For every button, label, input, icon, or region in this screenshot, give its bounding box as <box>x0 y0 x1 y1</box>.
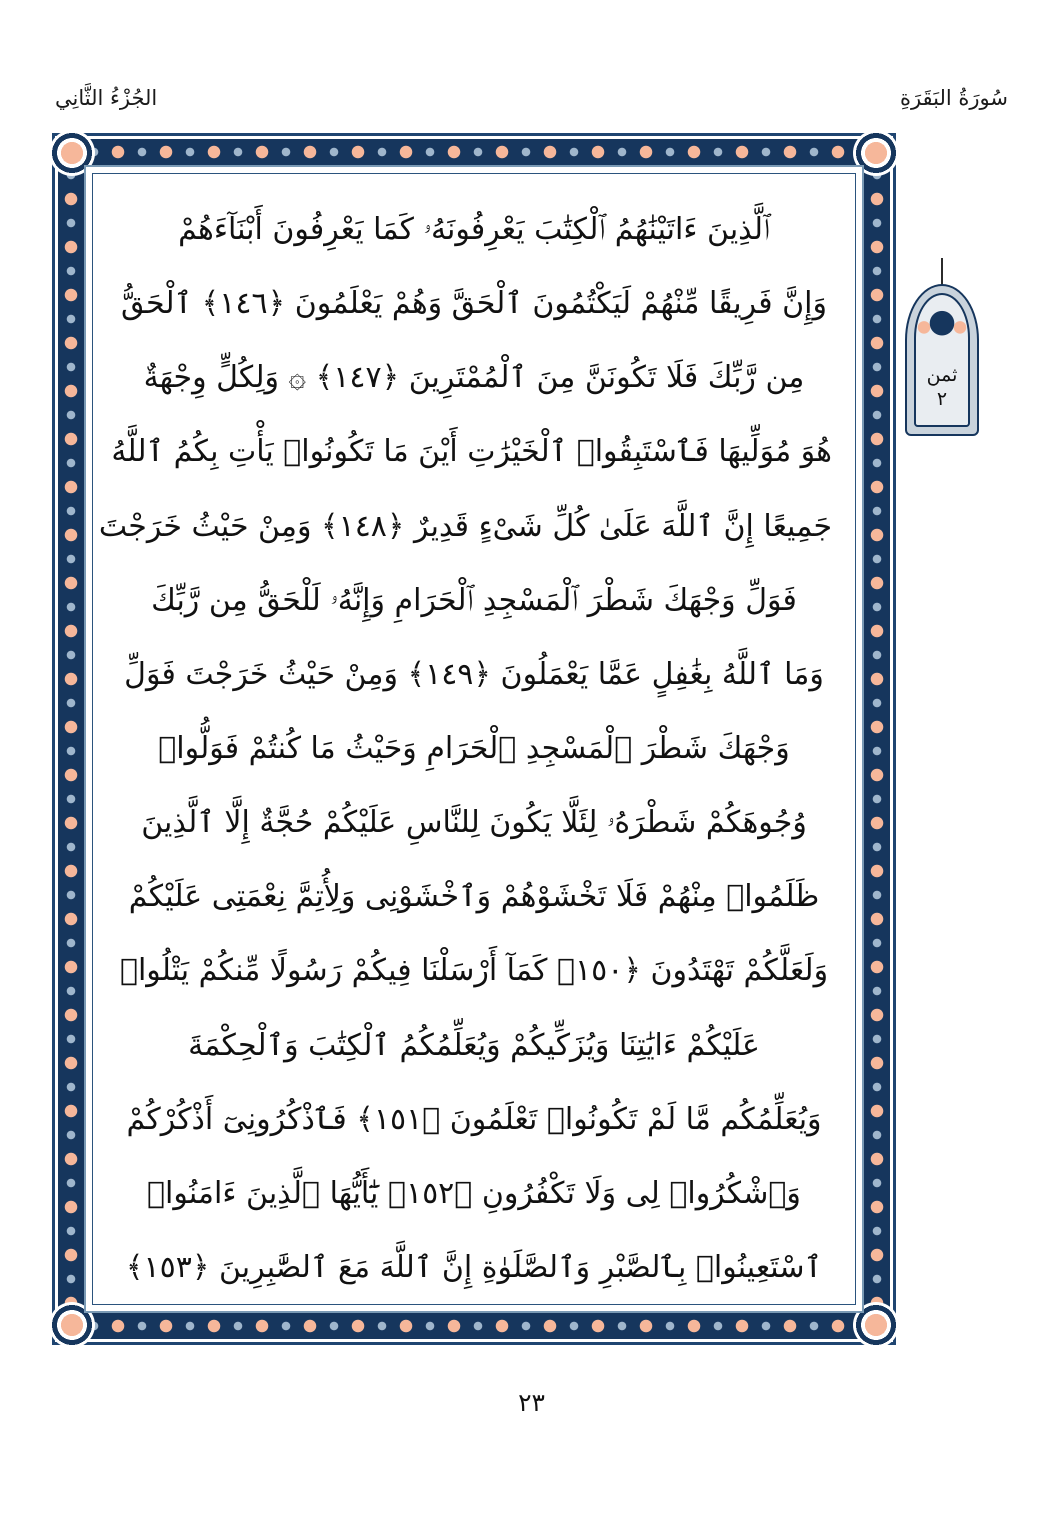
ornamental-frame <box>52 133 896 1345</box>
quran-line: وُجُوهَكُمْ شَطْرَهُۥ لِئَلَّا يَكُونَ لِلنَّاسِ عَلَيْكُمْ حُجَّةٌ إِلَّا ٱلَّذِينَ <box>141 805 807 841</box>
page-number: ٢٣ <box>518 1388 545 1417</box>
quran-line: ٱلَّذِينَ ءَاتَيْنَٰهُمُ ٱلْكِتَٰبَ يَعْرِفُونَهُۥ كَمَا يَعْرِفُونَ أَبْنَآءَهُمْ <box>178 212 770 247</box>
quran-line: وَإِنَّ فَرِيقًا مِّنْهُمْ لَيَكْتُمُونَ ٱلْحَقَّ وَهُمْ يَعْلَمُونَ ﴿١٤٦﴾ ٱلْحَقُّ <box>121 286 827 322</box>
juz-label: الجُزْءُ الثَّانِي <box>55 86 158 110</box>
thumn-dome <box>905 284 979 436</box>
quran-line: وَٱشْكُرُوا۟ لِى وَلَا تَكْفُرُونِ ﴿١٥٢﴾ يَٰٓأَيُّهَا ٱلَّذِينَ ءَامَنُوا۟ <box>147 1175 801 1211</box>
quran-line: مِن رَّبِّكَ فَلَا تَكُونَنَّ مِنَ ٱلْمُمْتَرِينَ ﴿١٤٧﴾ ۞ وَلِكُلٍّ وِجْهَةٌ <box>143 360 805 396</box>
quran-line: ٱسْتَعِينُوا۟ بِٱلصَّبْرِ وَٱلصَّلَوٰةِ إِنَّ ٱللَّهَ مَعَ ٱلصَّٰبِرِينَ ﴿١٥٣﴾ <box>125 1249 823 1285</box>
surah-label: سُورَةُ البَقَرَةِ <box>899 86 1008 110</box>
quran-line: وَجْهَكَ شَطْرَ ٱلْمَسْجِدِ ٱلْحَرَامِ وَحَيْثُ مَا كُنتُمْ فَوَلُّوا۟ <box>158 730 790 766</box>
thumn-word: ثمن <box>926 364 958 386</box>
thumn-ornament-icon <box>917 298 967 340</box>
inner-frame <box>84 165 864 1313</box>
thumn-number: ٢ <box>936 387 948 410</box>
quran-line: هُوَ مُوَلِّيهَا فَٱسْتَبِقُوا۟ ٱلْخَيْرَٰتِ أَيْنَ مَا تَكُونُوا۟ يَأْتِ بِكُمُ ٱللَّهُ <box>111 434 832 470</box>
quran-line: عَلَيْكُمْ ءَايَٰتِنَا وَيُزَكِّيكُمْ وَيُعَلِّمُكُمُ ٱلْكِتَٰبَ وَٱلْحِكْمَةَ <box>188 1027 760 1063</box>
quran-line: جَمِيعًا إِنَّ ٱللَّهَ عَلَىٰ كُلِّ شَىْءٍ قَدِيرٌ ﴿١٤٨﴾ وَمِنْ حَيْثُ خَرَجْتَ <box>98 508 832 544</box>
quran-text-block <box>98 212 832 1285</box>
quran-line: ظَلَمُوا۟ مِنْهُمْ فَلَا تَخْشَوْهُمْ وَٱخْشَوْنِى وَلِأُتِمَّ نِعْمَتِى عَلَيْكُمْ <box>128 879 820 915</box>
quran-line: فَوَلِّ وَجْهَكَ شَطْرَ ٱلْمَسْجِدِ ٱلْحَرَامِ وَإِنَّهُۥ لَلْحَقُّ مِن رَّبِّكَ <box>151 582 797 618</box>
quran-line: وَلَعَلَّكُمْ تَهْتَدُونَ ﴿١٥٠﴾ كَمَآ أَرْسَلْنَا فِيكُمْ رَسُولًا مِّنكُمْ يَتْلُوا۟ <box>119 953 829 989</box>
thumn-marker <box>905 258 979 436</box>
page-header <box>55 82 1008 114</box>
quran-line: وَمَا ٱللَّهُ بِغَٰفِلٍ عَمَّا يَعْمَلُونَ ﴿١٤٩﴾ وَمِنْ حَيْثُ خَرَجْتَ فَوَلِّ <box>124 656 824 692</box>
thumn-label <box>907 364 977 412</box>
quran-line: وَيُعَلِّمُكُم مَّا لَمْ تَكُونُوا۟ تَعْلَمُونَ ﴿١٥١﴾ فَٱذْكُرُونِىٓ أَذْكُرْكُمْ <box>126 1101 822 1137</box>
